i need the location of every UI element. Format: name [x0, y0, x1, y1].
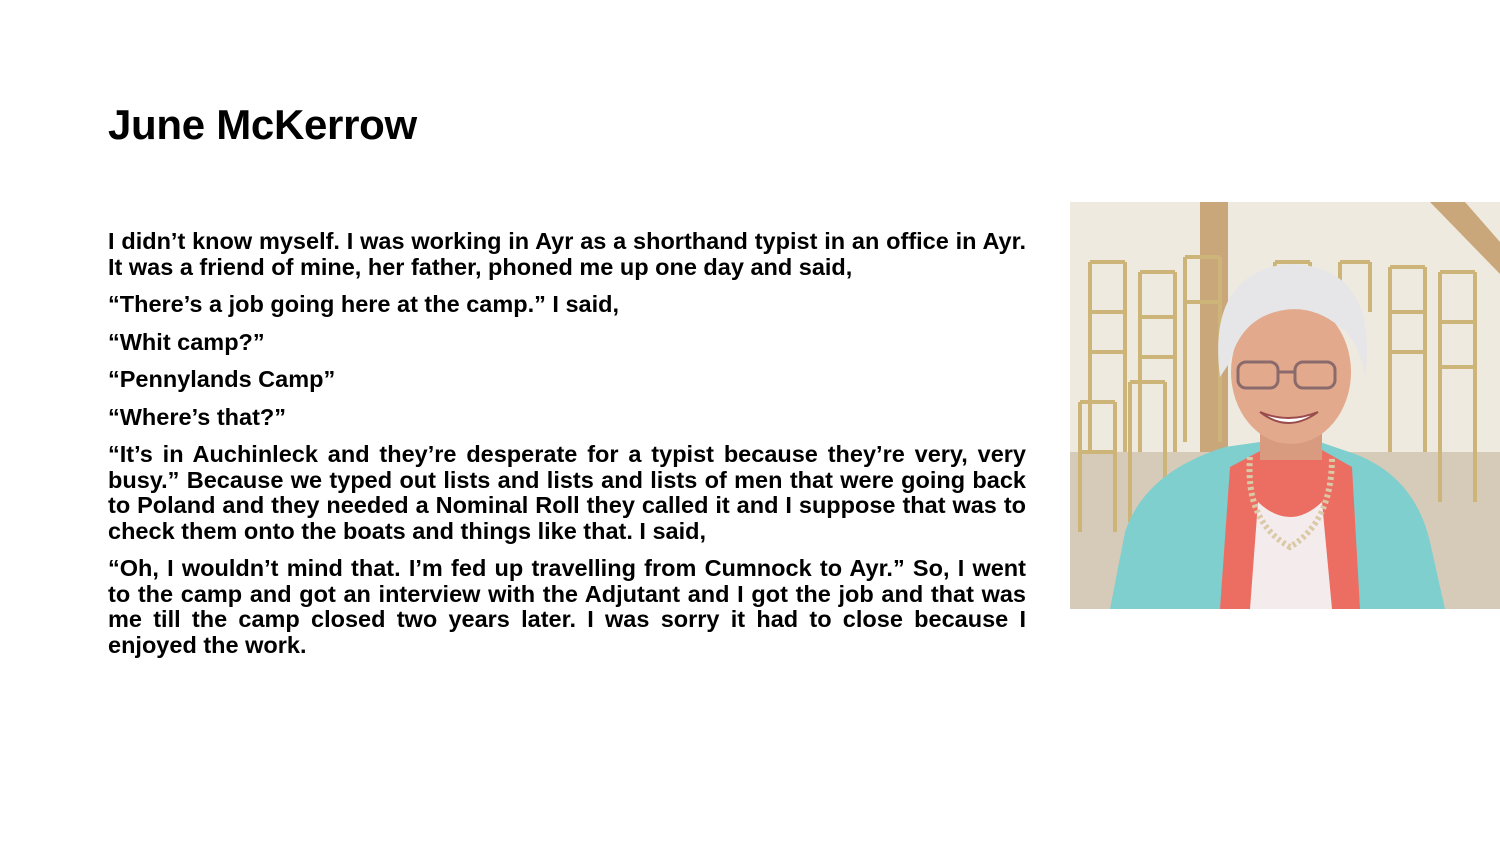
transcript-paragraph: “It’s in Auchinleck and they’re desperate for a typist because they’re very, very busy.” Because we typed out lists and lists and lists of men that were going back to Poland and they needed a Nominal Roll they called it and I suppose that was to check them onto the boats and things like that. I said, — [108, 441, 1026, 544]
slide-title: June McKerrow — [108, 101, 417, 148]
transcript-paragraph: “Where’s that?” — [108, 403, 287, 430]
transcript-paragraph: “Pennylands Camp” — [108, 366, 336, 392]
portrait-photo — [1070, 202, 1500, 609]
transcript-paragraph: I didn’t know myself. I was working in Ayr as a shorthand typist in an office in Ayr. It was a friend of mine, her father, phoned me up one day and said, — [108, 228, 1026, 280]
transcript-paragraph: “Whit camp?” — [108, 328, 265, 355]
interview-transcript — [108, 229, 1026, 670]
transcript-paragraph: “Oh, I wouldn’t mind that. I’m fed up travelling from Cumnock to Ayr.” So, I went to the camp and got an interview with the Adjutant and I got the job and that was me till the camp closed two years later. I was sorry it had to close because I enjoyed the work. — [108, 555, 1026, 658]
transcript-paragraph: “There’s a job going here at the camp.” I said, — [108, 291, 620, 317]
portrait-illustration — [1070, 202, 1500, 609]
